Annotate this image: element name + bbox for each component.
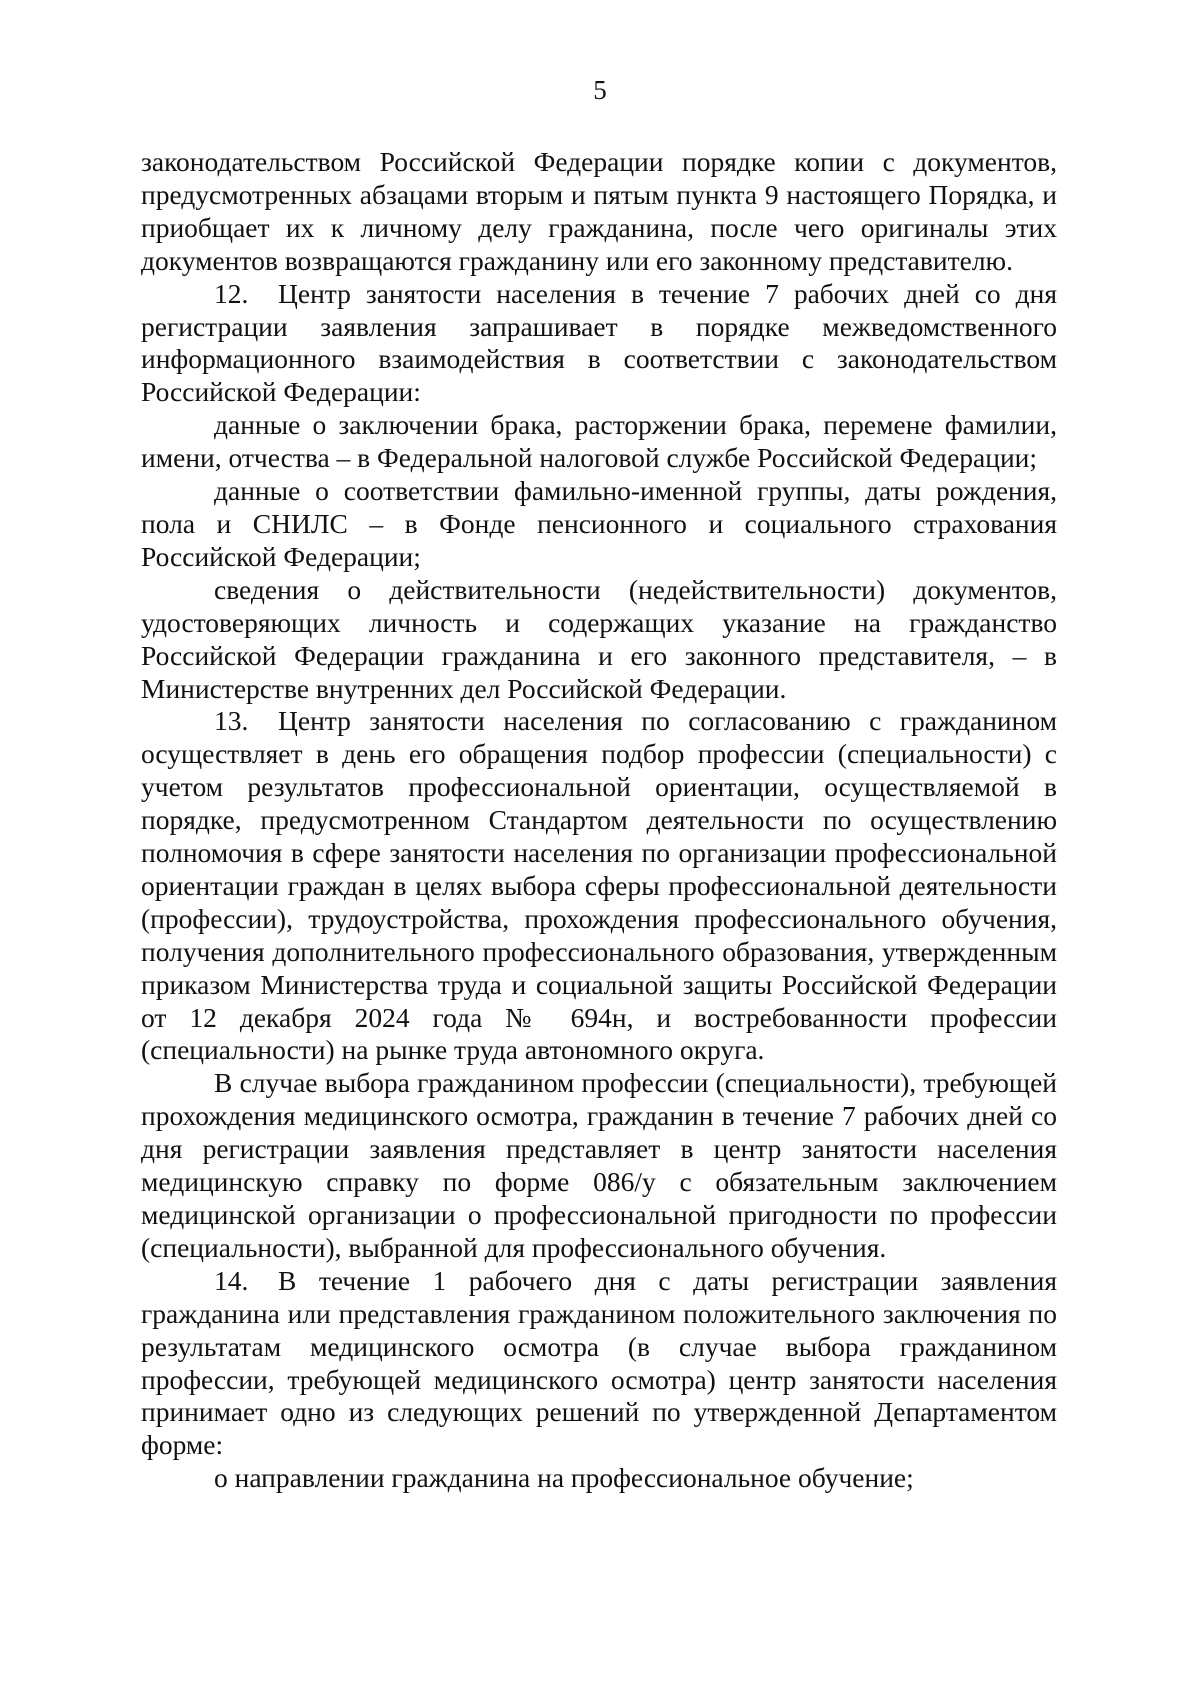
item-number: 14. (214, 1264, 249, 1296)
paragraph-continuation (141, 146, 1057, 278)
paragraph-medical-exam (141, 1067, 1057, 1264)
paragraph-text: сведения о действительности (недействительности) документов, удостоверяющих личность и содержащих указание на гражданство Российской Федерации гражданина и его законного представителя, – в Министерстве внутренних дел Российской Федерации. (141, 573, 1057, 704)
document-body (141, 146, 1057, 1495)
paragraph-text: о направлении гражданина на профессиональное обучение; (214, 1462, 914, 1494)
item-number: 12. (214, 277, 249, 309)
paragraph-subitem-sfr (141, 475, 1057, 574)
paragraph-text: данные о заключении брака, расторжении брака, перемене фамилии, имени, отчества – в Федеральной налоговой службе Российской Федерации; (141, 409, 1057, 474)
paragraph-text: законодательством Российской Федерации порядке копии с документов, предусмотренных абзацами вторым и пятым пункта 9 настоящего Порядка, и приобщает их к личному делу гражданина, после чего оригиналы этих документов возвращаются гражданину или его законному представителю. (141, 146, 1057, 276)
paragraph-text: Центр занятости населения по согласованию с гражданином осуществляет в день его обращения подбор профессии (специальности) с учетом результатов профессиональной ориентации, осуществляемой в порядке, предусмотренном Стандартом деятельности по осуществлению полномочия в сфере занятости населения по организации профессиональной ориентации граждан в целях выбора сферы профессиональной деятельности (профессии), трудоустройства, прохождения профессионального обучения, получения дополнительного профессионального образования, утвержденным приказом Министерства труда и социальной защиты Российской Федерации от 12 декабря 2024 года № 694н, и востребованности профессии (специальности) на рынке труда автономного округа. (141, 705, 1057, 1066)
paragraph-item-14 (141, 1265, 1057, 1462)
paragraph-item-13 (141, 705, 1057, 1067)
page-number: 5 (593, 75, 607, 105)
paragraph-subitem-fns (141, 409, 1057, 475)
paragraph-decision-training (141, 1462, 1057, 1495)
paragraph-subitem-mvd (141, 574, 1057, 706)
paragraph-text: данные о соответствии фамильно-именной группы, даты рождения, пола и СНИЛС – в Фонде пенсионного и социального страхования Российской Федерации; (141, 475, 1057, 572)
paragraph-text: В течение 1 рабочего дня с даты регистрации заявления гражданина или представления гражданином положительного заключения по результатам медицинского осмотра (в случае выбора гражданином профессии, требующей медицинского осмотра) центр занятости населения принимает одно из следующих решений по утвержденной Департаментом форме: (141, 1264, 1057, 1461)
item-number: 13. (214, 705, 249, 737)
paragraph-text: Центр занятости населения в течение 7 рабочих дней со дня регистрации заявления запрашивает в порядке межведомственного информационного взаимодействия в соответствии с законодательством Российской Федерации: (141, 277, 1057, 408)
paragraph-item-12 (141, 278, 1057, 410)
paragraph-text: В случае выбора гражданином профессии (специальности), требующей прохождения медицинского осмотра, гражданин в течение 7 рабочих дней со дня регистрации заявления представляет в центр занятости населения медицинскую справку по форме 086/у с обязательным заключением медицинской организации о профессиональной пригодности по профессии (специальности), выбранной для профессионального обучения. (141, 1067, 1057, 1263)
